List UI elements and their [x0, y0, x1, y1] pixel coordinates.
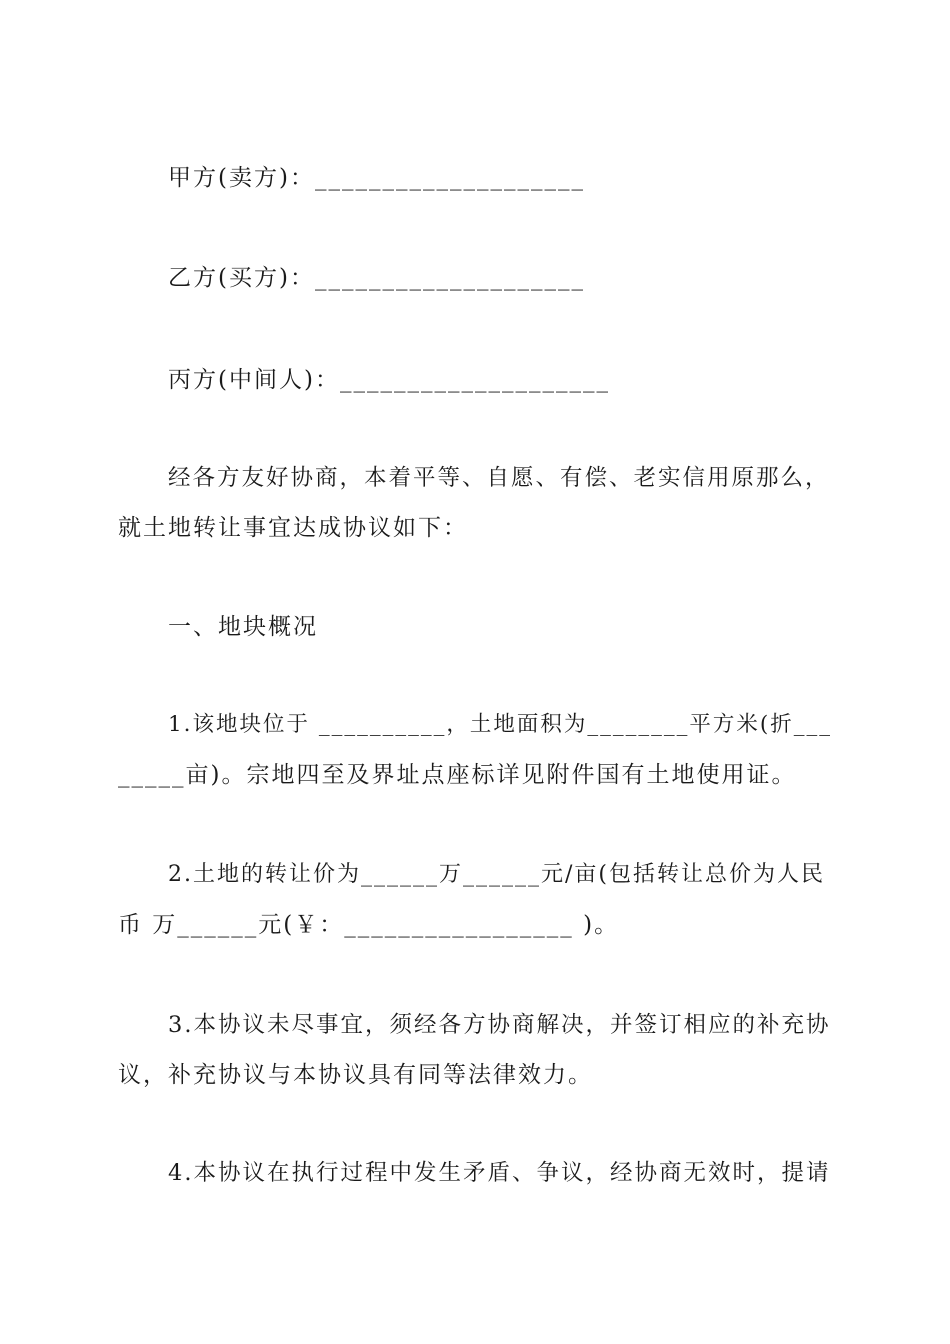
intro-line-1: 经各方友好协商，本着平等、自愿、有偿、老实信用原那么，	[168, 465, 830, 491]
clause-3-line-2: 议，补充协议与本协议具有同等法律效力。	[118, 1062, 593, 1088]
clause-1-line-1: 1.该地块位于 __________，土地面积为________平方米(折___	[168, 712, 832, 737]
section-1-heading: 一、地块概况	[168, 614, 318, 640]
party-b-line: 乙方(买方)：____________________	[168, 265, 585, 291]
party-a-line: 甲方(卖方)：____________________	[168, 165, 585, 191]
intro-line-2: 就土地转让事宜达成协议如下：	[118, 515, 468, 541]
clause-2-line-1: 2.土地的转让价为______万______元/亩(包括转让总价为人民	[168, 862, 825, 887]
clause-2-line-2: 币 万______元(￥：_________________ )。	[118, 912, 620, 938]
party-c-line: 丙方(中间人)：____________________	[168, 367, 610, 393]
clause-4-line-1: 4.本协议在执行过程中发生矛盾、争议，经协商无效时，提请	[168, 1160, 831, 1186]
clause-3-line-1: 3.本协议未尽事宜，须经各方协商解决，并签订相应的补充协	[168, 1012, 831, 1038]
clause-1-line-2: _____亩)。宗地四至及界址点座标详见附件国有土地使用证。	[118, 762, 797, 788]
